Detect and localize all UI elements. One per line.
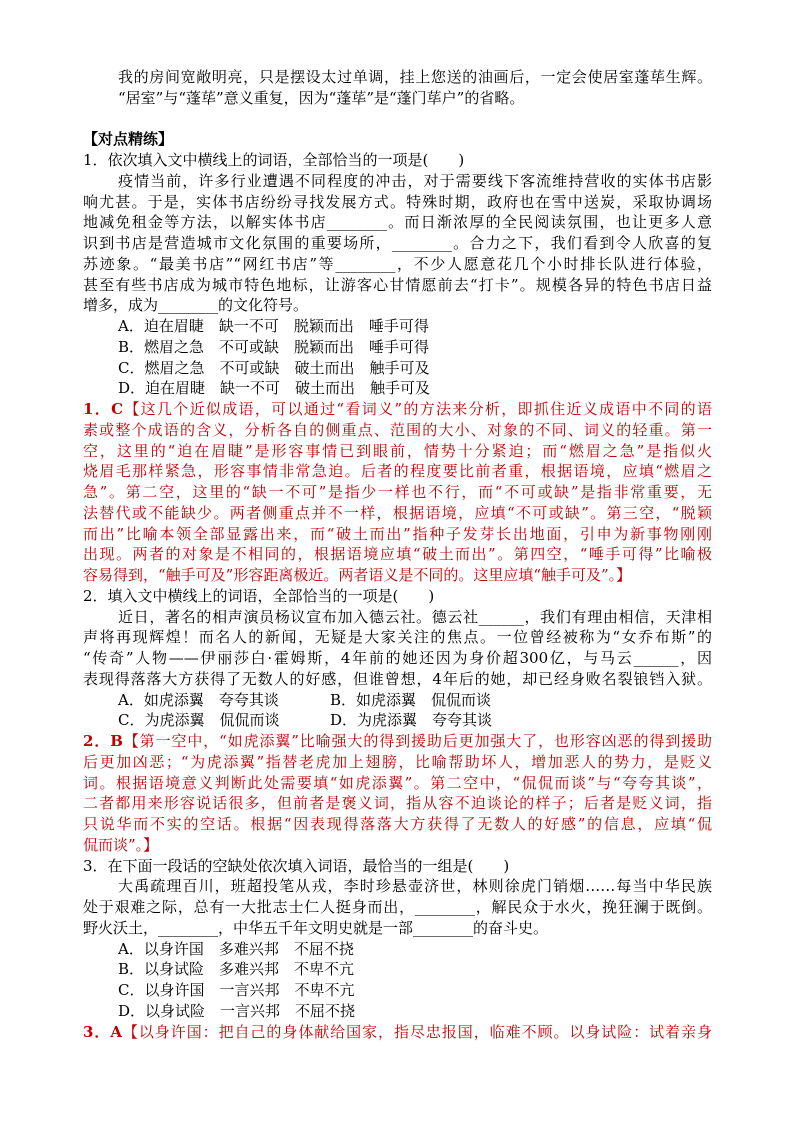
answer-line: 而出”比喻本领全部显露出来，而“破土而出”指种子发芽长出地面，引申为新事物刚刚 [83, 524, 712, 543]
answer-line: 出现。两者的对象是不相同的，根据语境应填“破土而出”。第四空，“唾手可得”比喻极 [83, 545, 712, 564]
option-a: A．以身许国 多难兴邦 不屈不挠 [118, 939, 354, 958]
question-stem: 2．填入文中横线上的词语，全部恰当的一项是( ) [83, 586, 435, 605]
passage-line: 苏迹象。“最美书店”“网红书店”等________，不少人愿意花几个小时排长队进行体验， [83, 254, 712, 273]
answer-label: 2．B [83, 732, 123, 750]
answer-label: 3．A [83, 1022, 122, 1041]
answer-line: 空，这里的“迫在眉睫”是形容事情已到眼前，情势十分紧迫；而“燃眉之急”是指似火 [83, 441, 712, 460]
intro-line: “居室”与“蓬荜”意义重复，因为“蓬荜”是“蓬门荜户”的省略。 [118, 88, 525, 107]
passage-line: 疫情当前，许多行业遭遇不同程度的冲击，对于需要线下客流维持营收的实体书店影 [118, 171, 712, 190]
option-row [83, 710, 712, 731]
question-stem: 3．在下面一段话的空缺处依次填入词语，最恰当的一组是( ) [83, 856, 510, 875]
passage-line: 近日，著名的相声演员杨议宣布加入德云社。德云社______，我们有理由相信，天津相 [118, 607, 712, 626]
option-d: D．为虎添翼 夸夸其谈 [330, 711, 493, 730]
passage-line: 识到书店是营造城市文化氛围的重要场所，________。合力之下，我们看到令人欣喜的复 [83, 234, 712, 252]
option-b: B．如虎添翼 侃侃而谈 [330, 690, 492, 709]
option-b: B．燃眉之急 不可或缺 脱颖而出 唾手可得 [118, 337, 430, 356]
answer-line: 词。根据语境意义判断此处需要填“如虎添翼”。第二空中，“侃侃而谈”与“夸夸其谈”， [83, 773, 712, 792]
passage-line: 野火沃土，________，中华五千年文明史就是一部________的奋斗史。 [83, 918, 549, 937]
answer-line: 侃而谈”。】 [83, 835, 159, 854]
passage-line: 处于艰难之际，总有一大批志士仁人挺身而出，________，解民众于水火，挽狂澜于既倒。 [83, 898, 712, 916]
question-1 [83, 150, 712, 586]
option-b: B．以身试险 多难兴邦 不卑不亢 [118, 960, 355, 979]
option-a: A．迫在眉睫 缺一不可 脱颖而出 唾手可得 [118, 317, 429, 335]
answer-text: 【第一空中，“如虎添翼”比喻强大的得到援助后更加强大了，也形容凶恶的得到援助 [122, 732, 713, 750]
passage-line: 表现得落落大方获得了无数人的好感，但谁曾想，4年后的她，却已经身败名裂锒铛入狱。 [83, 669, 712, 688]
question-2 [83, 586, 712, 856]
option-a: A．如虎添翼 夸夸其谈 [118, 690, 279, 709]
question-3 [83, 856, 712, 1043]
section-title: 【对点精练】 [83, 130, 174, 149]
option-c: C．为虎添翼 侃侃而谈 [118, 711, 280, 730]
option-d: D．迫在眉睫 缺一不可 破土而出 触手可及 [118, 379, 431, 398]
option-row [83, 690, 712, 711]
passage-line: 地减免租金等方法，以解实体书店________。而日渐浓厚的全民阅读氛围，也让更多人意 [83, 213, 712, 232]
question-stem: 1．依次填入文中横线上的词语，全部恰当的一项是( ) [83, 151, 465, 169]
passage-line: 声将再现辉煌！而名人的新闻，无疑是大家关注的焦点。一位曾经被称为“女乔布斯”的 [83, 628, 712, 647]
answer-line [83, 731, 712, 752]
answer-text: 【以身许国：把自己的身体献给国家，指尽忠报国，临难不顾。以身试险：试着亲身 [121, 1022, 712, 1041]
answer-line: 后更加凶恶；“为虎添翼”指替老虎加上翅膀，比喻帮助坏人，增加恶人的势力，是贬义 [83, 752, 712, 771]
passage-line: “传奇”人物——伊丽莎白·霍姆斯，4年前的她还因为身价超300亿，与马云______，因 [83, 649, 712, 667]
answer-line [83, 399, 712, 420]
option-c: C．燃眉之急 不可或缺 破土而出 触手可及 [118, 358, 430, 377]
spacer [83, 109, 712, 130]
answer-line: 素或整个成语的含义，分析各自的侧重点、范围的大小、对象的不同、词义的轻重。第一 [83, 420, 712, 439]
option-c: C．以身许国 一言兴邦 不卑不亢 [118, 981, 355, 999]
answer-line: 烧眉毛那样紧急，形容事情非常急迫。后者的程度要比前者重，根据语境，应填“燃眉之 [83, 462, 712, 481]
passage-line: 增多，成为________的文化符号。 [83, 296, 309, 315]
passage-line: 响尤甚。于是，实体书店纷纷寻找发展方式。特殊时期，政府也在雪中送炭，采取协调场 [83, 192, 712, 211]
answer-line: 容易得到，“触手可及”形容距离极近。两者语义是不同的。这里应填“触手可及”。】 [83, 566, 632, 584]
answer-line: 二者都用来形容说话很多，但前者是褒义词，指从容不迫谈论的样子；后者是贬义词，指 [83, 794, 712, 813]
answer-text: 【这几个近似成语，可以通过“看词义”的方法来分析，即抓住近义成语中不同的语 [123, 400, 712, 418]
answer-line [83, 1022, 712, 1043]
passage-line: 大禹疏理百川，班超投笔从戎，李时珍悬壶济世，林则徐虎门销烟……每当中华民族 [118, 877, 712, 896]
passage-line: 甚至有些书店成为城市特色地标，让游客心甘情愿前去“打卡”。规模各异的特色书店日益 [83, 275, 712, 294]
answer-line: 法替代或不能缺少。两者侧重点并不一样，根据语境，应填“不可或缺”。第三空，“脱颖 [83, 503, 712, 522]
document-page [83, 67, 712, 1042]
intro-line: 我的房间宽敞明亮，只是摆设太过单调，挂上您送的油画后，一定会使居室蓬荜生辉。 [118, 68, 712, 86]
answer-label: 1．C [83, 400, 124, 418]
option-d: D．以身试险 一言兴邦 不屈不挠 [118, 1001, 356, 1020]
answer-line: 只说华而不实的空话。根据“因表现得落落大方获得了无数人的好感”的信息，应填“侃 [83, 815, 712, 833]
answer-line: 急”。第二空，这里的“缺一不可”是指少一样也不行，而“不可或缺”是指非常重要，无 [83, 483, 712, 501]
